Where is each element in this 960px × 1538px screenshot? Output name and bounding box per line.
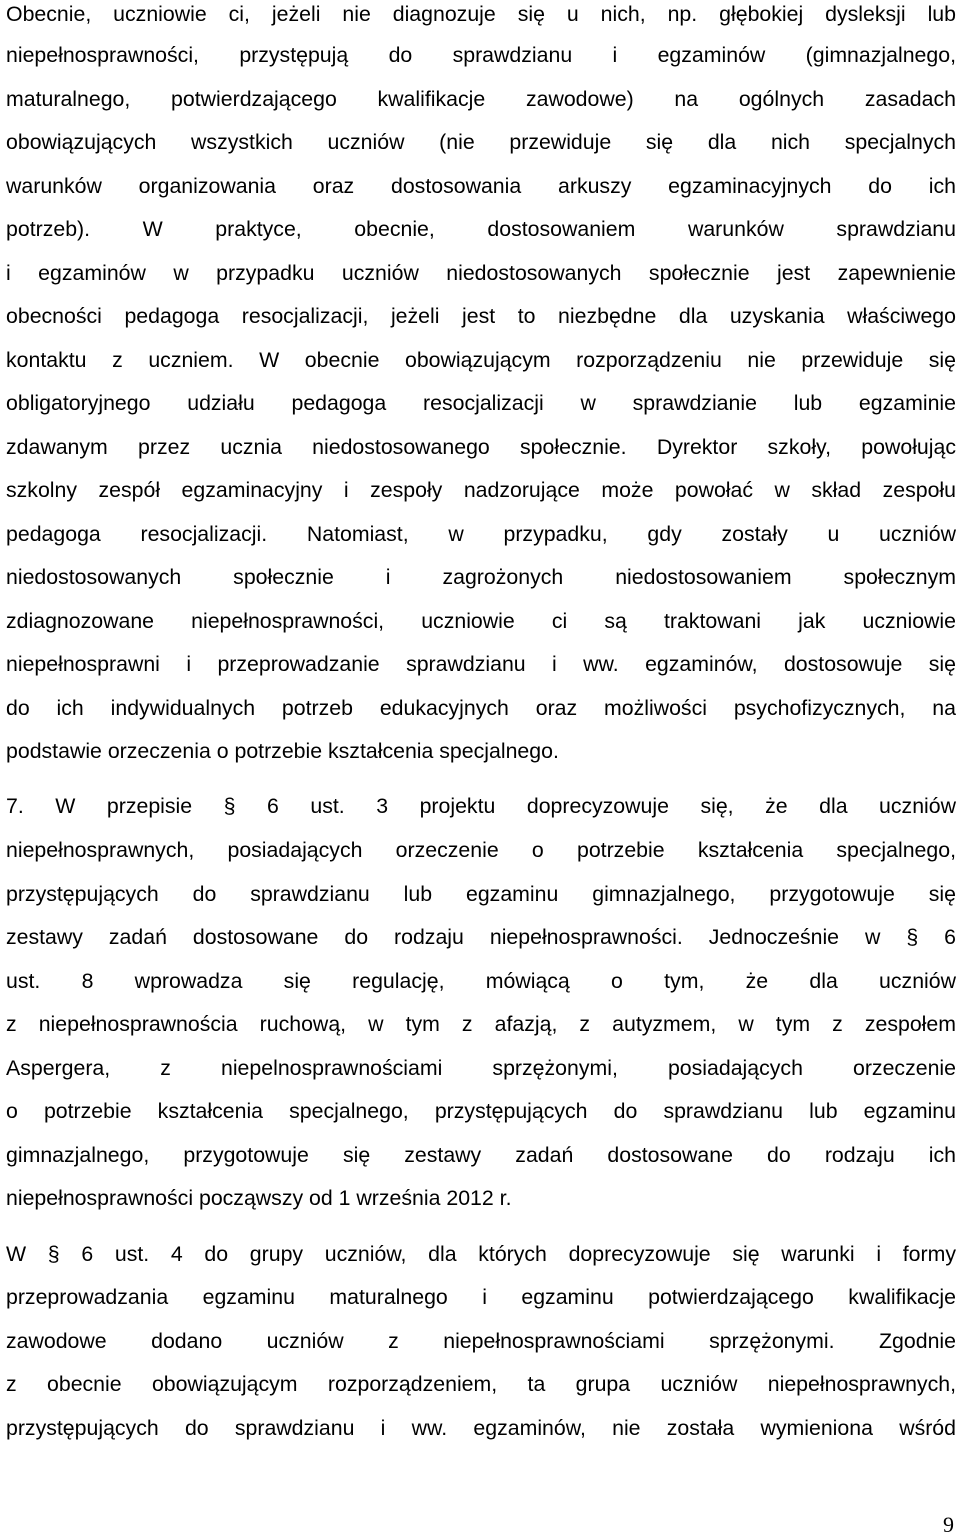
text-line: zestawy zadań dostosowane do rodzaju niepełnosprawności. Jednocześnie w § 6 [6,925,956,949]
text-line: pedagoga resocjalizacji. Natomiast, w przypadku, gdy zostały u uczniów [6,522,956,546]
text-line: niepełnosprawności począwszy od 1 września 2012 r. [6,1186,512,1210]
text-line: ust. 8 wprowadza się regulację, mówiącą o tym, że dla uczniów [6,969,956,993]
text-line: niedostosowanych społecznie i zagrożonych niedostosowaniem społecznym [6,565,956,589]
text-line: o potrzebie kształcenia specjalnego, przystępujących do sprawdzianu lub egzaminu [6,1099,956,1123]
page-number: 9 [943,1512,954,1537]
text-line: zdawanym przez ucznia niedostosowanego społecznie. Dyrektor szkoły, powołując [6,435,956,459]
text-line: do ich indywidualnych potrzeb edukacyjnych oraz możliwości psychofizycznych, na [6,696,956,720]
text-line: zawodowe dodano uczniów z niepełnosprawnościami sprzężonymi. Zgodnie [6,1329,956,1353]
text-line: potrzeb). W praktyce, obecnie, dostosowaniem warunków sprawdzianu [6,217,956,241]
text-line: niepełnosprawnych, posiadających orzeczenie o potrzebie kształcenia specjalnego, [6,838,956,862]
text-line: obligatoryjnego udziału pedagoga resocjalizacji w sprawdzianie lub egzaminie [6,391,956,415]
text-line: kontaktu z uczniem. W obecnie obowiązującym rozporządzeniu nie przewiduje się [6,348,956,372]
text-line: obowiązujących wszystkich uczniów (nie przewiduje się dla nich specjalnych [6,130,956,154]
text-line: obecności pedagoga resocjalizacji, jeżeli jest to niezbędne dla uzyskania właściwego [6,304,956,328]
text-line: maturalnego, potwierdzającego kwalifikacje zawodowe) na ogólnych zasadach [6,87,956,111]
text-line: przystępujących do sprawdzianu lub egzaminu gimnazjalnego, przygotowuje się [6,882,956,906]
text-line: niepełnosprawności, przystępują do sprawdzianu i egzaminów (gimnazjalnego, [6,43,956,67]
text-line: szkolny zespół egzaminacyjny i zespoły nadzorujące może powołać w skład zespołu [6,478,956,502]
text-line: warunków organizowania oraz dostosowania arkuszy egzaminacyjnych do ich [6,174,956,198]
text-line: zdiagnozowane niepełnosprawności, uczniowie ci są traktowani jak uczniowie [6,609,956,633]
text-line: i egzaminów w przypadku uczniów niedostosowanych społecznie jest zapewnienie [6,261,956,285]
text-line: z niepełnosprawnościa ruchową, w tym z afazją, z autyzmem, w tym z zespołem [6,1012,956,1036]
text-line: W § 6 ust. 4 do grupy uczniów, dla których doprecyzowuje się warunki i formy [6,1242,956,1266]
text-line: Obecnie, uczniowie ci, jeżeli nie diagnozuje się u nich, np. głębokiej dysleksji lub [6,2,956,26]
text-line: przystępujących do sprawdzianu i ww. egzaminów, nie została wymieniona wśród [6,1416,956,1440]
text-line: z obecnie obowiązującym rozporządzeniem, ta grupa uczniów niepełnosprawnych, [6,1372,956,1396]
text-line: gimnazjalnego, przygotowuje się zestawy zadań dostosowane do rodzaju ich [6,1143,956,1167]
text-line: podstawie orzeczenia o potrzebie kształcenia specjalnego. [6,739,559,763]
text-line: niepełnosprawni i przeprowadzanie sprawdzianu i ww. egzaminów, dostosowuje się [6,652,956,676]
text-line: przeprowadzania egzaminu maturalnego i egzaminu potwierdzającego kwalifikacje [6,1285,956,1309]
text-line: Aspergera, z niepelnosprawnościami sprzężonymi, posiadających orzeczenie [6,1056,956,1080]
text-line: 7. W przepisie § 6 ust. 3 projektu doprecyzowuje się, że dla uczniów [6,794,956,818]
